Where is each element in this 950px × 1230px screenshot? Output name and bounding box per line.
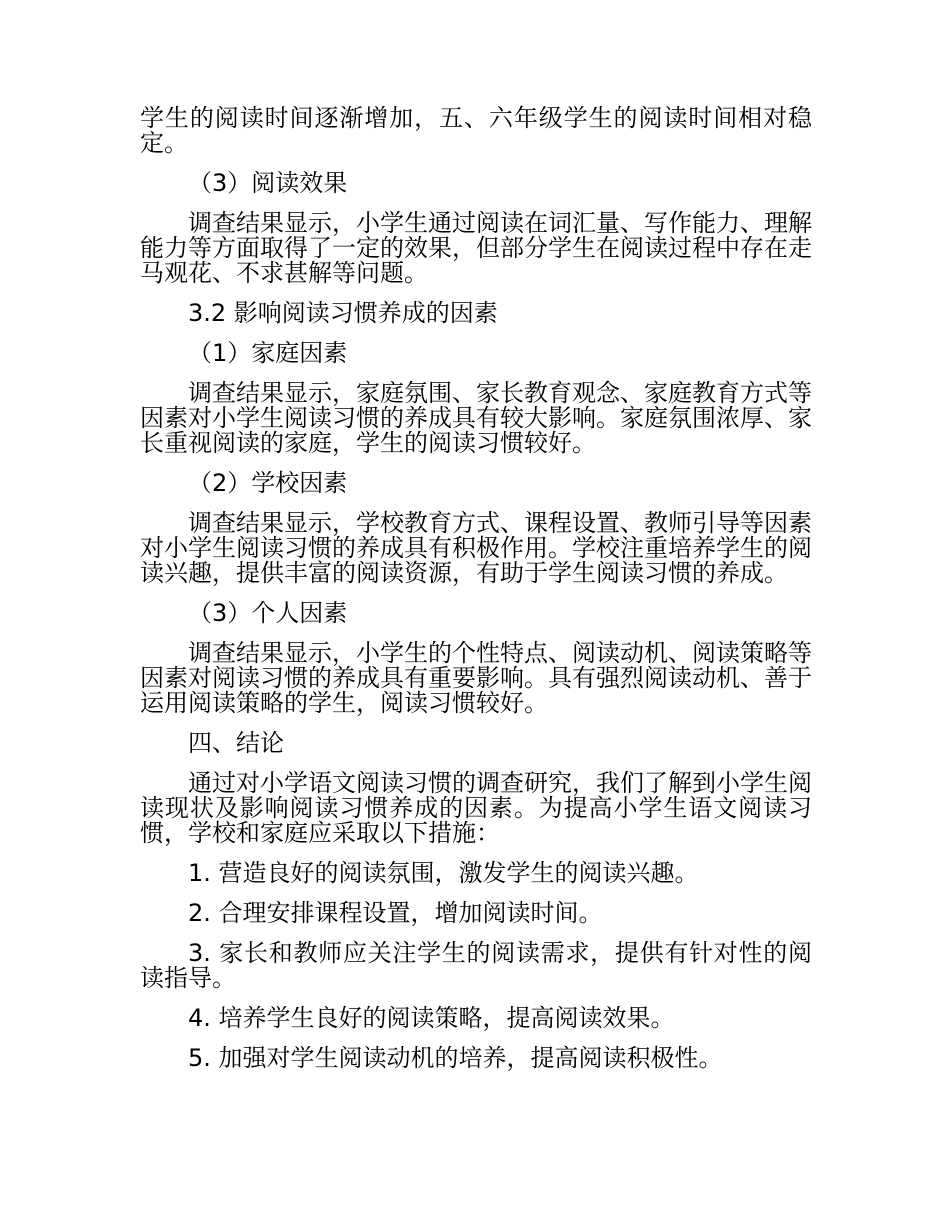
paragraph-reading-effect: 调查结果显示，小学生通过阅读在词汇量、写作能力、理解能力等方面取得了一定的效果，但部分学生在阅读过程中存在走马观花、不求甚解等问题。	[140, 209, 812, 287]
measure-item-3: 3. 家长和教师应关注学生的阅读需求，提供有针对性的阅读指导。	[140, 939, 812, 992]
section-heading-influencing-factors: 3.2 影响阅读习惯养成的因素	[188, 299, 498, 327]
paragraph-personal-factors: 调查结果显示，小学生的个性特点、阅读动机、阅读策略等因素对阅读习惯的养成具有重要影响。具有强烈阅读动机、善于运用阅读策略的学生，阅读习惯较好。	[140, 639, 812, 717]
paragraph-family-factors: 调查结果显示，家庭氛围、家长教育观念、家庭教育方式等因素对小学生阅读习惯的养成具有较大影响。家庭氛围浓厚、家长重视阅读的家庭，学生的阅读习惯较好。	[140, 379, 812, 457]
paragraph-conclusion-intro: 通过对小学语文阅读习惯的调查研究，我们了解到小学生阅读现状及影响阅读习惯养成的因素。为提高小学生语文阅读习惯，学校和家庭应采取以下措施：	[140, 769, 812, 847]
subheading-personal-factors: （3）个人因素	[188, 599, 348, 627]
measure-item-4: 4. 培养学生良好的阅读策略，提高阅读效果。	[188, 1004, 675, 1032]
subheading-school-factors: （2）学校因素	[188, 469, 348, 497]
subheading-family-factors: （1）家庭因素	[188, 339, 348, 367]
paragraph-school-factors: 调查结果显示，学校教育方式、课程设置、教师引导等因素对小学生阅读习惯的养成具有积极作用。学校注重培养学生的阅读兴趣，提供丰富的阅读资源，有助于学生阅读习惯的养成。	[140, 509, 812, 587]
paragraph-reading-time-continued: 学生的阅读时间逐渐增加，五、六年级学生的阅读时间相对稳定。	[140, 104, 812, 157]
document-page	[140, 106, 812, 1086]
measure-item-5: 5. 加强对学生阅读动机的培养，提高阅读积极性。	[188, 1044, 723, 1072]
subheading-reading-effect: （3）阅读效果	[188, 169, 348, 197]
section-heading-conclusion: 四、结论	[188, 729, 284, 757]
measure-item-1: 1. 营造良好的阅读氛围，激发学生的阅读兴趣。	[188, 859, 699, 887]
measure-item-2: 2. 合理安排课程设置，增加阅读时间。	[188, 899, 603, 927]
